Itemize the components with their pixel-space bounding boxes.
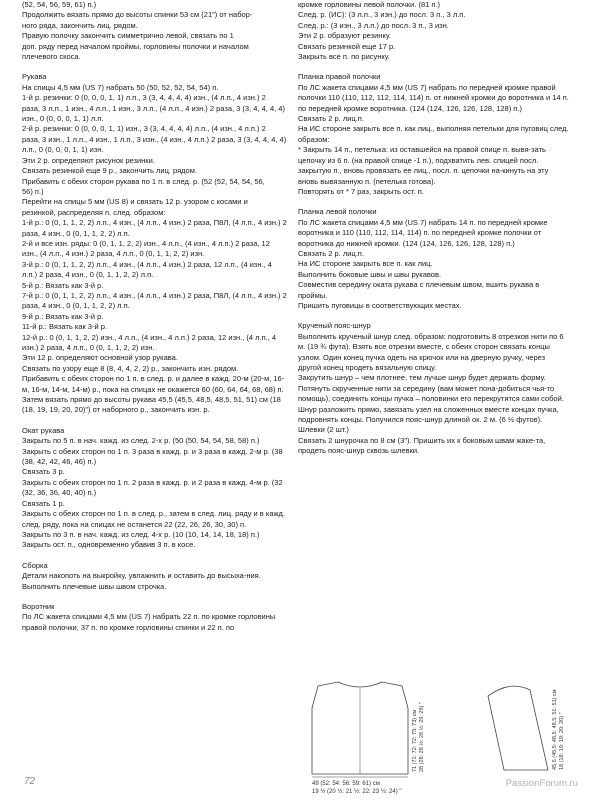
text-line: * Закрыть 14 п., петелька: из оставшейся на правой спице п. вывя-зать цепочку из 6 п. (на правой спице -1 п.), подхватить лев. спицей посл. закрытую п., вновь провязать ее лиц., посл. п. цепочки на-кинуть на эту вновь вывязанную п. (петелька готова). [298,145,549,186]
spacer [22,416,287,426]
text-line: Закрыть по 5 п. в нач. кажд. из след. 2-х р. (50 (50, 54, 54, 58, 58) п.) [22,436,260,446]
text-line: 12-й р.: 0 (0, 1, 1, 2, 2) изн., 4 л.п., (4 изн., 4 л.п.) 2 раза, 12 изн., (4 л.п., 4 изн.) 2 раза, 4 л.п., 0 (0, 1, 1, 2, 2) изн. [22,332,277,352]
text-line: Правую полочку закончить симметрично левой, связать по 1 [22,31,234,41]
sleeve-length-label: 45,5 (45,5: 48,5: 48,5: 51: 51) см [552,689,558,770]
text-line: плечевого скоса. [22,52,81,62]
text-line: Эти 2 р. определяют рисунок резинки. [22,155,155,165]
text-line: Окат рукава [22,425,65,435]
text-line: 7-й р.: 0 (0, 1, 1, 2, 2) л.п., 4 изн., (4 л.п., 4 изн.) 2 раза, П8Л, (4 л.п., 4 изн.) 2 раза, 4 изн., 0 (0, 1, 1, 2, 2) л.п. [22,290,287,311]
text-line: Закрыть с обеих сторон по 1 п. 3 раза в кажд. р. и 3 раза в кажд. 2-м р. (38 (38, 42, 42, 46, 46) п.) [22,446,283,467]
text-line: Закрыть все п. по рисунку. [298,52,390,62]
text-line: кромке горловины левой полочки. (81 п.) [298,0,441,9]
text-line: Выполнить плечевые швы швом строчка. [22,581,167,591]
text-line: Эти 2 р. образуют резинку. [298,31,391,41]
left-text-column [22,0,287,633]
text-line: Повторять от * 7 раз, закрыть ост. п. [298,186,424,196]
text-line: Закрыть с обеих сторон по 1 п. в след. р., затем в след. лиц. ряду и в кажд. след. ряду, пока на спицах не останется 22 (22, 26, 26, 30, 30) п. [22,509,285,529]
text-line: Связать резинкой еще 17 р. [298,41,396,51]
text-line: Закрутить шнур – чем плотнее, тем лучше шнур будет держать форму. Потянуть скрученные нити за середину (вам может пона-добиться чья-то помощь), соединить концы пучка – половинки его перекрутятся сами собой. Шнур разложить прямо, завязать узел на сложенных вместе концах пучка, подровнять концы. Получился пояс-шнур длиной ок. 2 м. (6 ½ футов). [298,373,564,425]
watermark: PassionForum.ru [505,778,578,789]
text-line: Связать 3 р. [22,467,65,477]
page-number: 72 [24,776,36,787]
text-line: Шлевки (2 шт.) [298,425,349,435]
text-line: Выполнить боковые швы и швы рукавов. [298,269,442,279]
text-line: Связать 1 р. [22,498,65,508]
spacer [298,62,570,72]
garment-schematic [298,678,578,778]
text-line: Прибавить с обеих сторон по 1 п. в след. р. и далее в кажд. 20-м (20-м, 16-м, 16-м, 14-м, 14-м) р., пока на спицах не окажется 60 (60, 64, 64, 68, 68) п. [22,374,285,394]
text-line: Закрыть с обеих сторон по 1 п. 2 раза в кажд. р. и 2 раза в кажд. 4-м р. (32 (32, 36, 36, 40, 40) п.) [22,477,283,498]
text-line: Затем вязать прямо до высоты рукава 45,5 (45,5, 48,5, 48,5, 51, 51) см (18 (18, 19, 19, 20, 20)") от наборного р., закончить изн. р. [22,395,281,415]
text-line: раза, 3 л.п., 1 изн., 4 л.п., 1 изн., 3 л.п., (4 л.п., 4 изн.) 2 раза, 3 (3, 4, 4, 4, 4) [22,103,285,113]
text-line: раза, 3 изн., 1 л.п., 4 изн., 1 л.п., 3 изн., (4 изн., 4 л.п.) 2 раза, 3 (3, 4, 4, 4, 4) [22,134,287,144]
text-line: 2-й р. резинки: 0 (0, 0, 0, 1, 1) изн., 3 (3, 4, 4, 4, 4) л.п., (4 изн., 4 л.п.) 2 [22,124,266,134]
body-width-label [312,780,402,796]
text-line: Связать по узору еще 8 (8, 4, 4, 2, 2) р., закончить изн. рядом. [22,363,239,373]
text-line: Пришить пуговицы в соответствующих местах. [298,300,462,310]
text-line: изн., 0 (0, 0, 0, 1, 1) л.п. [22,114,104,124]
right-text-column [298,0,570,457]
text-line: Эти 12 р. определяют основной узор рукава. [22,353,178,363]
text-line: 3-й р.: 0 (0, 1, 1, 2, 2) л.п., 4 изн., (4 л.п., 4 изн.) 2 раза, 12 л.п., (4 изн., 4 л.п.) 2 раза, 4 изн., 0 (0, 1, 1, 2, 2) л.п. [22,259,272,280]
body-width-label-cm: 49 (52: 54: 56: 59: 61) см [312,781,380,787]
body-length-label-in: 28 (28: 28 ½: 28 ½: 29: 29) " [419,702,425,772]
text-line: Связать резинкой еще 9 р., закончить лиц. рядом. [22,166,197,176]
text-line: Сборка [22,560,48,570]
spacer [22,592,287,602]
text-line: 2-й и все изн. ряды: 0 (0, 1, 1, 2, 2) изн., 4 л.п., (4 изн., 4 л.п.) 2 раза, 12 изн., (4 л.п., 4 изн.) 2 раза, 4 л.п., 0 (0, 1, 1, 2, 2) изн. [22,238,270,259]
text-line: По ЛС жакета спицами 4,5 мм (US 7) набрать 22 п. по кромке горловины правой полочки, 37 п. по кромке горловины спинки и 22 п. по [22,612,276,632]
text-line: резинкой, распределяя п. след. образом: [22,207,166,217]
spacer [22,551,287,561]
text-line: 9-й р.: Вязать как 3-й р. [22,311,104,321]
text-line: Закрыть по 3 п. в нач. кажд. из след. 4-х р. (10 (10, 14, 14, 18, 18) п.) [22,529,260,539]
text-line: Выполнить крученый шнур след. образом: подготовить 8 отрезков нити по 6 м. (19 ¾ фута). Взять все отрезки вместе, с обеих сторон связать концы узлом. Один конец пучка одеть на крючок или на дверную ручку, через другой конец продеть вязальную спицу. [298,331,564,372]
text-line: Воротник [22,601,55,611]
text-line: 1-й р.: 0 (0, 1, 1, 2, 2) л.п., 4 изн., (4 л.п., 4 изн.) 2 раза, П8Л, (4 л.п., 4 изн.) 2 раза, 4 изн., 0 (0, 1, 1, 2, 2) л.п. [22,218,287,238]
text-line: Крученый пояс-шнур [298,321,371,331]
text-line: На спицы 4,5 мм (US 7) набрать 50 (50, 52, 52, 54, 54) п. [22,82,219,92]
text-line: Совместив середину оката рукава с плечевым швом, вшить рукава в проймы. [298,280,540,300]
text-line: Детали накопоть на выкройку, увлажнить и оставить до высыха-ния. [22,571,261,581]
text-line: Перейти на спицы 5 мм (US 8) и связать 12 р. узором с косами и [22,197,248,207]
sleeve-length-label-in: 18 (18: 19: 19: 20: 20) " [559,712,565,770]
text-line: 1-й р. резинки: 0 (0, 0, 0, 1, 1) л.п., 3 (3, 4, 4, 4, 4) изн., (4 л.п., 4 изн.) 2 [22,93,266,103]
sleeve-outline [488,686,548,770]
text-line: Закрыть ост. п., одновременно убавив 3 п. в косе. [22,540,196,550]
spacer [22,62,287,72]
body-length-label: 71 (71: 72: 72: 73: 73) см [412,709,418,772]
text-line: По ЛС жакета спицами 4,5 мм (US 7) набрать по передней кромке правой полочки 110 (110, 112, 112, 114, 114) п. от нижней кромки до воротника и 14 п. по передней кромке воротника. (124 (124, 126, 126, 128, 128) п.) [298,82,569,113]
text-line: Прибавить с обеих сторон рукава по 1 п. в след. р. (52 (52, 54, 54, 56, [22,176,265,186]
text-line: 56) п.) [22,186,44,196]
text-line: Планка левой полочки [298,207,377,217]
text-line: л.п., 0 (0, 0, 0, 1, 1) изн. [22,145,104,155]
text-line: ного ряда, закончить лиц. рядом. [22,20,138,30]
spacer [298,311,570,321]
spacer [298,197,570,207]
text-line: доп. ряду перед началом проймы, горловины полочки и началом [22,41,249,51]
text-line: На ИС стороне закрыть все п. как лиц., выполняя петельки для пуговиц след. образом: [298,124,569,144]
text-line: 5-й р.: Вязать как 3-й р. [22,280,104,290]
text-line: Продолжить вязать прямо до высоты спинки 53 см (21") от набор- [22,10,253,20]
text-line: Связать 2 шнурочка по 8 см (3"). Пришить их к боковым швам жаке-та, продеть пояс-шнур сквозь шлевки. [298,435,546,456]
text-line: Планка правой полочки [298,72,381,82]
text-line: 11-й р.: Вязать как 3-й р. [22,322,108,332]
text-line: След. р. (ИС): (3 л.п., 3 изн.) до посл. 3 п., 3 л.п. [298,10,466,20]
text-line: След. р.: (3 изн., 3 л.п.) до посл. 3 п., 3 изн. [298,20,449,30]
text-line: На ИС стороне закрыть все п. как лиц. [298,259,433,269]
text-line: (52, 54, 56, 59, 61) п.) [22,0,97,9]
body-width-label-in: 19 ½ (20 ½: 21 ½: 22: 23 ½: 24) " [312,789,402,795]
text-line: По ЛС жакета спицами 4,5 мм (US 7) набрать 14 п. по передней кромке воротника и 110 (110, 112, 114, 114) п. по передней кромке полочки от воротника до нижней кромки. (124 (124, 126, 126, 128, 128) п.) [298,217,548,248]
text-line: Связать 2 р. лиц.п. [298,114,364,124]
text-line: Рукава [22,72,47,82]
text-line: Связать 2 р. лиц.п. [298,248,364,258]
